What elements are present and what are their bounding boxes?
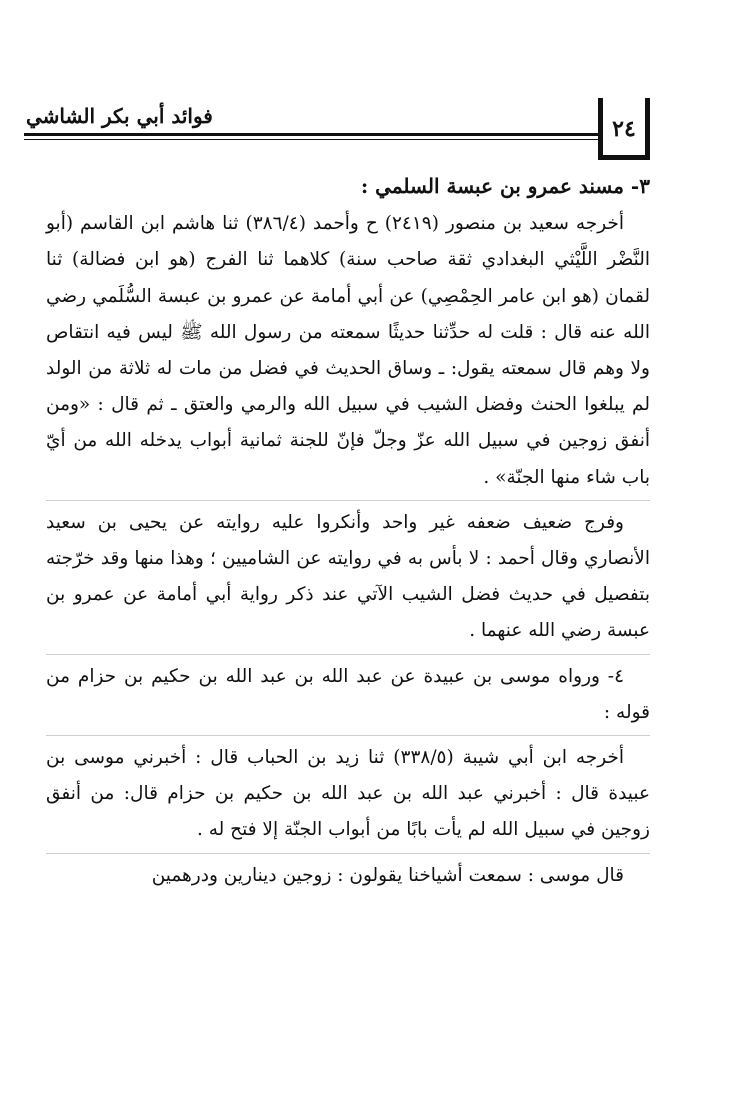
paragraph-3: ٤- ورواه موسى بن عبيدة عن عبد الله بن عبد الله بن حكيم بن حزام من قوله :: [46, 665, 650, 723]
running-title: فوائد أبي بكر الشاشي: [26, 104, 213, 128]
header-rule: [24, 133, 618, 136]
page-body: [46, 168, 650, 894]
paragraph-divider: [46, 853, 650, 854]
paragraph-1: أخرجه سعيد بن منصور (٢٤١٩) ح وأحمد (٣٨٦/٤) ثنا هاشم ابن القاسم (أبو النَّضْر اللَّيْثي البغدادي ثقة صاحب سنة) كلاهما ثنا الفرج (هو ابن فضالة) ثنا لقمان (هو ابن عامر الحِمْصِي) عن أبي أمامة عن عمرو بن عبسة السُّلَمي رضي الله عنه قال : قلت له حدِّثنا حديثًا سمعته من رسول الله ﷺ ليس فيه انتقاص ولا وهم قال سمعته يقول: ـ وساق الحديث في فضل من مات له ثلاثة من الولد لم يبلغوا الحنث وفضل الشيب في سبيل الله والرمي والعتق ـ ثم قال : «ومن أنفق زوجين في سبيل الله عزّ وجلّ فإنّ للجنة ثمانية أبواب يدخله الله من أيّ باب شاء منها الجنّة» .: [46, 213, 650, 488]
section-heading: ٣- مسند عمرو بن عبسة السلمي :: [360, 174, 650, 198]
paragraph-divider: [46, 500, 650, 501]
paragraph-divider: [46, 654, 650, 655]
paragraph-5: قال موسى : سمعت أشياخنا يقولون : زوجين دينارين ودرهمين: [151, 864, 624, 886]
paragraph-2: وفرج ضعيف ضعفه غير واحد وأنكروا عليه روايته عن يحيى بن سعيد الأنصاري وقال أحمد : لا بأس به في روايته عن الشاميين ؛ وهذا منها وقد خرّجته بتفصيل في حديث فضل الشيب الآتي عند ذكر رواية أبي أمامة عن عمرو بن عبسة رضي الله عنهما .: [46, 511, 650, 642]
paragraph-divider: [46, 735, 650, 736]
page-number: ٢٤: [612, 116, 636, 142]
header-rule-thin: [24, 139, 618, 140]
paragraph-4: أخرجه ابن أبي شيبة (٣٣٨/٥) ثنا زيد بن الحباب قال : أخبرني موسى بن عبيدة قال : أخبرني عبد الله بن عبد الله بن حكيم بن حزام قال: من أنفق زوجين في سبيل الله لم يأت بابًا من أبواب الجنّة إلا فتح له .: [46, 747, 650, 841]
